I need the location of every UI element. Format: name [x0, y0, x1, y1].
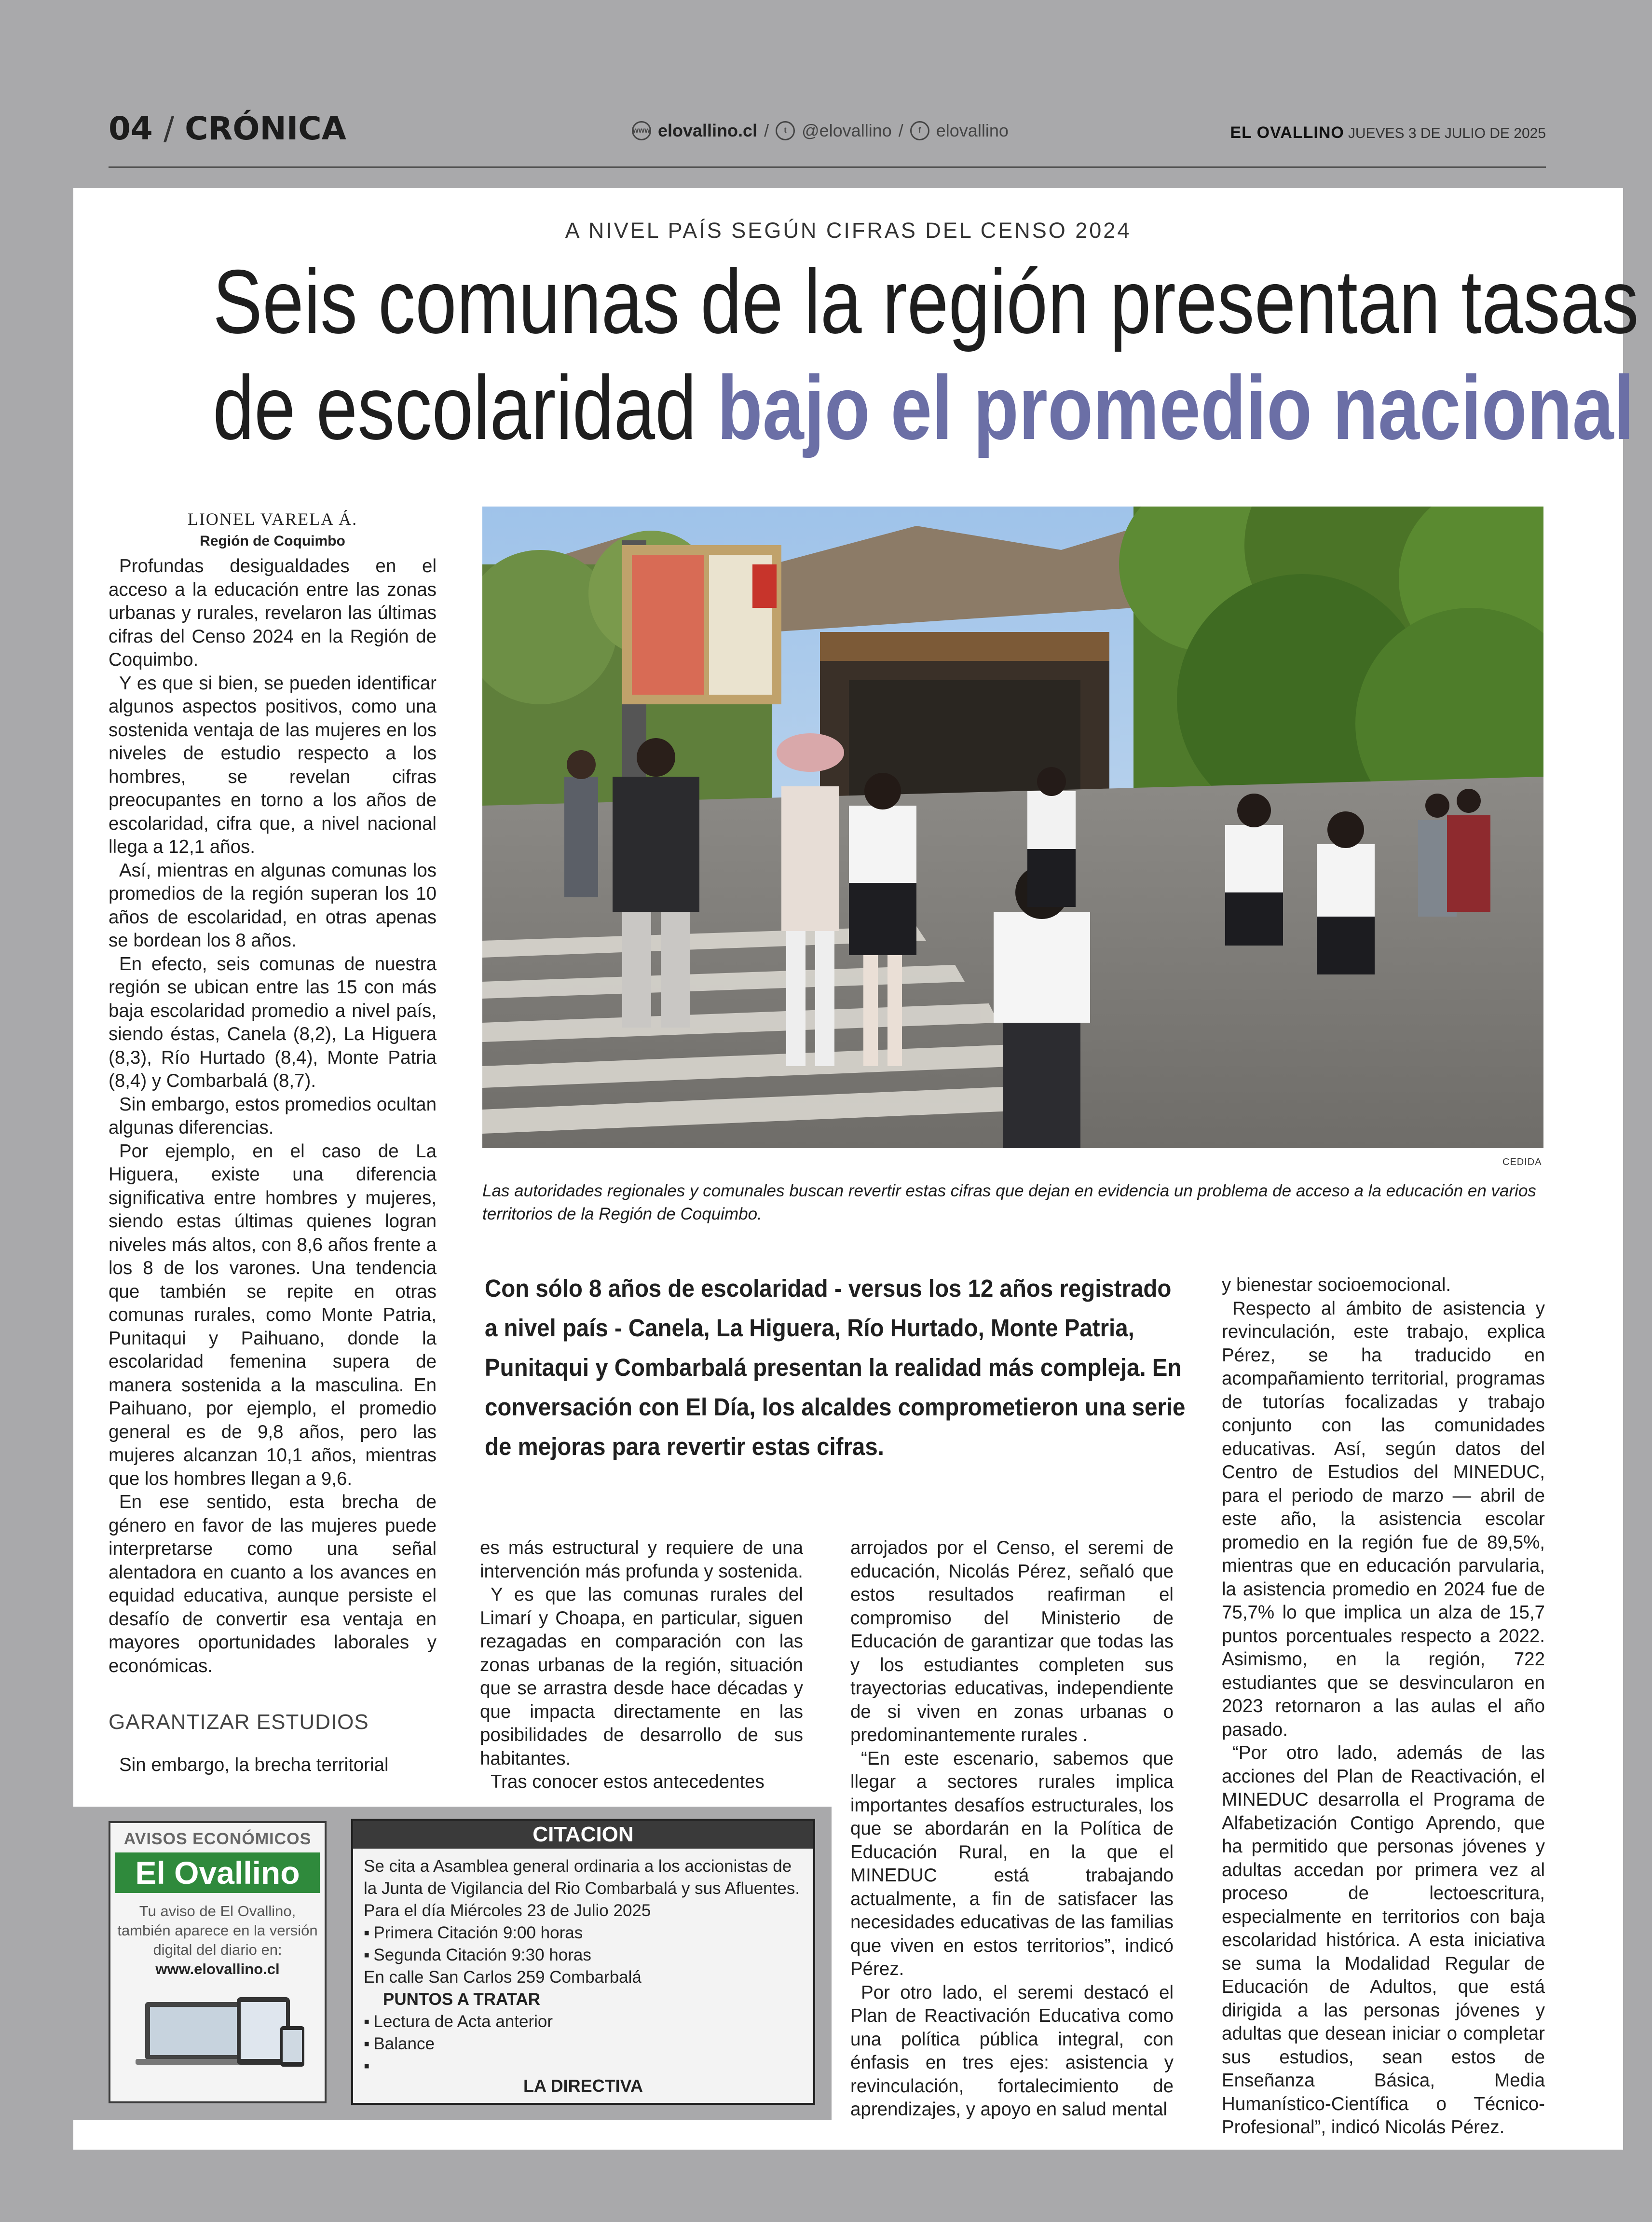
article-photo — [482, 507, 1543, 1148]
avisos-title: AVISOS ECONÓMICOS — [123, 1830, 312, 1848]
citacion-text: Se cita a Asamblea general ordinaria a los accionistas de la Junta de Vigilancia del Rio Combarbalá y sus Afluentes. Para el día Miércoles 23 de Julio 2025 — [364, 1857, 800, 1920]
citacion-first: ▪ Primera Citación 9:00 horas — [364, 1922, 803, 1944]
byline: LIONEL VARELA Á. — [187, 509, 358, 529]
twitter-icon: t — [776, 121, 795, 140]
devices-icon — [126, 1988, 309, 2070]
section-name: CRÓNICA — [185, 110, 346, 147]
article-column-4 — [1222, 1274, 1545, 2140]
citacion-notice — [351, 1819, 815, 2105]
headline-line-1: Seis comunas de la región presentan tasas — [213, 251, 1639, 352]
paragraph: Profundas desigualdades en el acceso a la educación entre las zonas urbanas y rurales, revelaron las últimas cifras del Censo 2024 en la Región de Coquimbo. — [109, 556, 437, 670]
article-column-1 — [109, 555, 437, 1678]
photo-credit: CEDIDA — [1502, 1157, 1542, 1167]
citacion-body — [353, 1849, 813, 2077]
paragraph: Por otro lado, el seremi destacó el Plan de Reactivación Educativa como una política pública integral, con énfasis en tres ejes: asistencia y revinculación, fortalecimiento de aprendizajes, y apoyo en salud mental — [850, 1982, 1174, 2120]
paragraph: Y es que las comunas rurales del Limarí y Choapa, en particular, siguen rezagadas en comparación con las zonas urbanas de la región, situación que se arrastra desde hace décadas y que impacta directamente en las posibilidades de desarrollo de sus habitantes. — [480, 1584, 803, 1769]
social-links: www elovallino.cl / t @elovallino / f elovallino — [632, 121, 1009, 140]
twitter-handle[interactable]: @elovallino — [802, 121, 892, 140]
citacion-second: ▪ Segunda Citación 9:30 horas — [364, 1944, 803, 1966]
www-globe-icon: www — [632, 121, 651, 140]
article-column-2 — [480, 1536, 803, 1794]
paragraph: Tras conocer estos antecedentes — [491, 1771, 765, 1792]
citacion-signature: LA DIRECTIVA — [523, 2076, 643, 2096]
header-divider — [109, 166, 1546, 168]
paragraph: En efecto, seis comunas de nuestra región se ubican entre las 15 con más baja escolaridad promedio a nivel país, siendo éstas, Canela (8,2), La Higuera (8,3), Río Hurtado (8,4), Monte Patria (8,4) y Combarbalá (8,7). — [109, 953, 437, 1091]
headline-highlight: bajo el promedio nacional — [717, 357, 1635, 458]
paragraph: “En este escenario, sabemos que llegar a sectores rurales implica importantes desafíos estructurales, los que se abordarán en la Política de Educación Rural, en la que el MINEDUC está trabajando actualmente, a fin de satisfacer las necesidades educativas de las familias que viven en estos territorios”, indicó Pérez. — [850, 1748, 1174, 1979]
masthead-date — [1230, 123, 1546, 142]
byline-region: Región de Coquimbo — [200, 533, 345, 549]
paragraph: y bienestar socioemocional. — [1222, 1275, 1451, 1295]
paragraph: Y es que si bien, se pueden identificar algunos aspectos positivos, como una sostenida ventaja de las mujeres en los niveles de estudio respecto a los hombres, se revelan cifras preocupantes en torno a los años de escolaridad, cifra que, a nivel nacional llega a 12,1 años. — [109, 672, 437, 857]
citacion-item: ▪ Lectura de Acta anterior — [364, 2011, 803, 2033]
citacion-item: ▪ Balance — [364, 2033, 803, 2055]
article-column-3 — [850, 1536, 1174, 2122]
paragraph: “Por otro lado, además de las acciones del Plan de Reactivación, el MINEDUC desarrolla el Programa de Alfabetización Contigo Aprendo, que ha permitido que personas jóvenes y adultas accedan por primera vez al proceso de lectoescritura, especialmente en territorios con baja escolaridad histórica. A esta iniciativa se suma la Modalidad Regular de Educación de Adultos, que está dirigida a las personas jóvenes y adultas que desean iniciar o completar sus estudios, sean estos de Enseñanza Básica, Media Humanístico-Científica o Técnico-Profesional”, indicó Nicolás Pérez. — [1222, 1742, 1545, 2138]
avisos-url[interactable]: www.elovallino.cl — [155, 1961, 280, 1977]
article-deck: Con sólo 8 años de escolaridad - versus los 12 años registrado a nivel país - Canela, La Higuera, Río Hurtado, Monte Patria, Punitaqui y Combarbalá presentan la realidad más compleja. En conversación con El Día, los alcaldes comprometieron una serie de mejoras para revertir estas cifras. — [485, 1275, 1186, 1460]
issue-date: JUEVES 3 DE JULIO DE 2025 — [1348, 125, 1546, 141]
citacion-title: CITACION — [353, 1821, 813, 1849]
paragraph: es más estructural y requiere de una intervención más profunda y sostenida. — [480, 1537, 803, 1582]
newspaper-name: EL OVALLINO — [1230, 123, 1344, 142]
paragraph: En ese sentido, esta brecha de género en favor de las mujeres puede interpretarse como una señal alentadora en cuanto a los avances en equidad educativa, aunque persiste el desafío de convertir esa ventaja en mayores oportunidades laborales y económicas. — [109, 1492, 437, 1676]
facebook-handle[interactable]: elovallino — [936, 121, 1009, 140]
facebook-icon: f — [910, 121, 929, 140]
paragraph: Sin embargo, estos promedios ocultan algunas diferencias. — [109, 1094, 437, 1138]
headline-line-2 — [213, 357, 1635, 458]
article-column-1-continued — [109, 1754, 437, 1777]
avisos-economicos-box — [109, 1821, 327, 2103]
citacion-item — [364, 2055, 803, 2077]
paragraph: Por ejemplo, en el caso de La Higuera, existe una diferencia significativa entre hombres y mujeres, siendo estas últimas quienes logran niveles más altos, con 8,6 años frente a los 8 de los varones. Una tendencia que también se repite en otras comunas rurales, como Monte Patria, Punitaqui y Paihuano, donde la escolaridad femenina supera de manera sostenida a la masculina. En Paihuano, por ejemplo, el promedio general es de 9,8 años, pero las mujeres alcanzan 10,1 años, mientras que los hombres llegan a 9,6. — [109, 1140, 437, 1489]
article-kicker: A NIVEL PAÍS SEGÚN CIFRAS DEL CENSO 2024 — [565, 218, 1132, 243]
photo-caption: Las autoridades regionales y comunales buscan revertir estas cifras que dejan en evidencia un problema de acceso a la educación en varios territorios de la Región de Coquimbo. — [482, 1181, 1536, 1223]
citacion-points-title: PUNTOS A TRATAR — [383, 1990, 541, 2009]
students-crossing-street-photo — [482, 507, 1543, 1148]
subheading: GARANTIZAR ESTUDIOS — [109, 1710, 369, 1734]
paragraph: Sin embargo, la brecha territorial — [119, 1755, 389, 1775]
avisos-brand: El Ovallino — [115, 1852, 320, 1893]
section-header: 04 / CRÓNICA — [109, 110, 346, 147]
avisos-text: Tu aviso de El Ovallino, también aparece en la versión digital del diario en: www.elovallino.cl — [117, 1903, 318, 1977]
paragraph: Así, mientras en algunas comunas los promedios de la región superan los 10 años de escolaridad, en otras apenas se bordean los 8 años. — [109, 860, 437, 951]
page-number: 04 — [109, 110, 153, 147]
website-link[interactable]: elovallino.cl — [658, 121, 758, 140]
paragraph: Respecto al ámbito de asistencia y revinculación, este trabajo, explica Pérez, se ha traducido en acompañamiento territorial, programas de tutorías focalizadas y trabajo conjunto con las comunidades educativas. Así, según datos del Centro de Estudios del MINEDUC, para el periodo de marzo — abril de este año, la asistencia escolar promedio en la región fue de 89,5%, mientras que en educación parvularia, la asistencia promedio en 2024 fue de 75,7% lo que implica un alza de 15,7 puntos porcentuales respecto a 2022. Asimismo, en la región, 722 estudiantes que se desvincularon en 2023 retornaron a las aulas el año pasado. — [1222, 1298, 1545, 1740]
headline-plain: de escolaridad — [213, 357, 717, 458]
citacion-place: En calle San Carlos 259 Combarbalá — [364, 1968, 642, 1987]
paragraph: arrojados por el Censo, el seremi de educación, Nicolás Pérez, señaló que estos resultados reafirman el compromiso del Ministerio de Educación de garantizar que todas las y los estudiantes completen sus trayectorias educativas, independiente de si viven en zonas urbanas o predominantemente rurales . — [850, 1537, 1174, 1745]
